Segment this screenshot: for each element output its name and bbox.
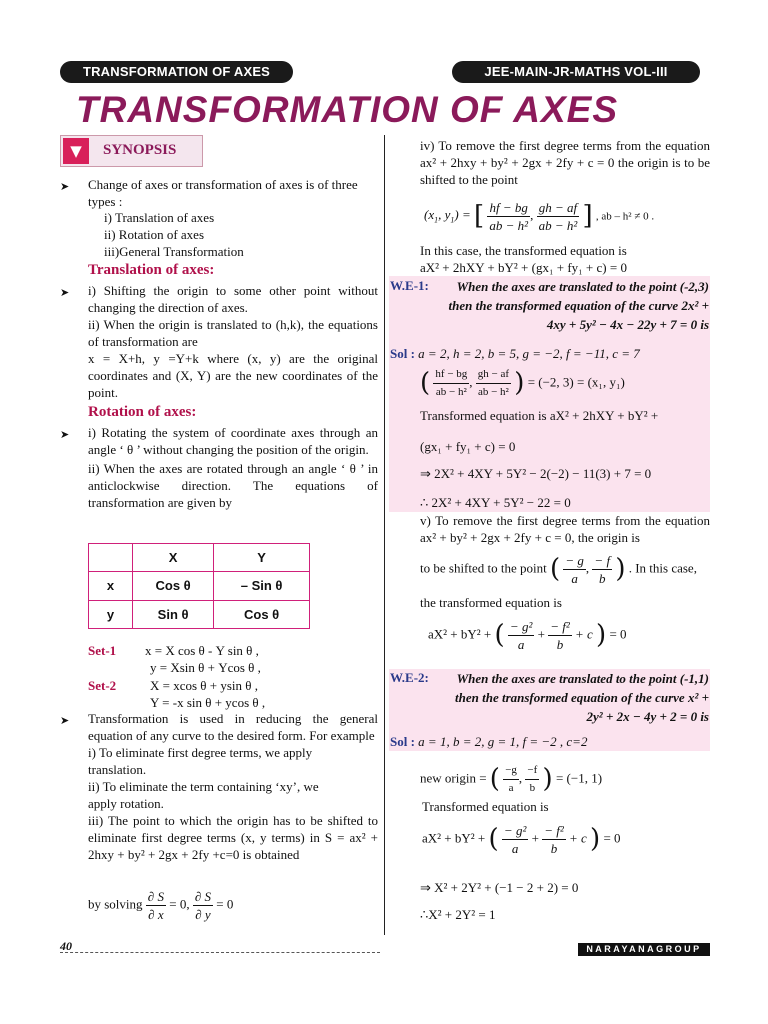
we2-sol1: a = 1, b = 2, g = 1, f = −2 , c=2 bbox=[418, 734, 588, 749]
we1-sol2: = (−2, 3) = (x₁, y₁) bbox=[527, 374, 625, 390]
table-cell: Y bbox=[214, 544, 310, 572]
page-number: 40 bbox=[60, 939, 72, 953]
type-item: i) Translation of axes bbox=[104, 210, 215, 225]
translation-p1: i) Shifting the origin to some other point without changing the direction of axes. bbox=[88, 283, 378, 315]
table-row bbox=[89, 544, 310, 572]
v-text3: . In this case, bbox=[628, 560, 697, 576]
table-row bbox=[89, 600, 310, 628]
column-divider bbox=[384, 135, 385, 935]
we2-neworigin-label: new origin = bbox=[420, 770, 487, 786]
rotation-heading: Rotation of axes: bbox=[88, 404, 197, 420]
we2-final1: ⇒ X² + 2Y² + (−1 − 2 + 2) = 0 bbox=[420, 880, 579, 895]
table-cell: y bbox=[89, 600, 133, 628]
footer-rule bbox=[60, 952, 380, 953]
sol-label: Sol : bbox=[390, 346, 415, 361]
table-cell bbox=[89, 544, 133, 572]
we1-question: When the axes are translated to the point (-2,3) then the transformed equation of the curve 2x² + 4xy + 5y² − 4x − 22y + 7 = 0 is bbox=[448, 279, 709, 332]
set2-eq2: Y = -x sin θ + ycos θ , bbox=[150, 695, 266, 710]
chapter-pill: TRANSFORMATION OF AXES bbox=[60, 61, 293, 83]
bullet-icon: ➤ bbox=[60, 286, 70, 299]
rotation-p1: i) Rotating the system of coordinate axes through an angle ‘ θ ’ without changing the position of the origin. bbox=[88, 425, 378, 457]
types-list bbox=[104, 209, 364, 260]
we2-neworigin: new origin = ( $\frac{-g}{a}$ , $\frac{-f}{b}$ ) = (−1, 1) bbox=[420, 764, 603, 794]
intro-text: Change of axes or transformation of axes is of three types : bbox=[88, 177, 358, 209]
synopsis-box bbox=[60, 135, 203, 167]
v-text4: the transformed equation is bbox=[420, 595, 562, 610]
we1-sol6: ∴ 2X² + 4XY + 5Y² − 22 = 0 bbox=[420, 495, 571, 510]
set2-label: Set-2 bbox=[88, 678, 117, 693]
brand-label: NARAYANAGROUP bbox=[578, 943, 710, 956]
we1-sol1: a = 2, h = 2, b = 5, g = −2, f = −11, c = 7 bbox=[418, 346, 640, 361]
table-row bbox=[89, 572, 310, 600]
iv-text: iv) To remove the first degree terms from the equation ax² + 2hxy + by² + 2gx + 2fy + c = 0 the origin is to be shifted to the point bbox=[420, 138, 710, 187]
we1-sol3: Transformed equation is aX² + 2hXY + bY² + bbox=[420, 408, 659, 423]
type-item: ii) Rotation of axes bbox=[104, 227, 205, 242]
uses-p4: iii) The point to which the origin has to be shifted to eliminate first degree terms (x, y terms) in S = ax² + 2hxy + by² + 2gx + 2fy +c=0 is obtained bbox=[88, 813, 378, 862]
translation-text bbox=[88, 282, 378, 401]
iv-condition: , ab – h² ≠ 0 . bbox=[595, 210, 655, 223]
table-cell: – Sin θ bbox=[214, 572, 310, 600]
bullet-icon: ➤ bbox=[60, 180, 70, 193]
v-text2: to be shifted to the point bbox=[420, 560, 547, 576]
v-text: v) To remove the first degree terms from the equation ax² + by² + 2gx + 2fy + c = 0, the origin is bbox=[420, 513, 710, 545]
table-cell: x bbox=[89, 572, 133, 600]
uses-text bbox=[88, 710, 378, 863]
table-cell: X bbox=[133, 544, 214, 572]
translation-p3: x = X+h, y =Y+k where (x, y) are the original coordinates and (X, Y) are the new coordinates of the point. bbox=[88, 351, 378, 400]
bullet-icon: ➤ bbox=[60, 714, 70, 727]
we2-neworigin-val: = (−1, 1) bbox=[555, 770, 603, 786]
iv-result-label: In this case, the transformed equation is bbox=[420, 243, 627, 258]
by-solving-label: by solving bbox=[88, 896, 143, 912]
we1-sol5: ⇒ 2X² + 4XY + 5Y² − 2(−2) − 11(3) + 7 = 0 bbox=[420, 466, 652, 481]
uses-p1: Transformation is used in reducing the general equation of any curve to the desired form. For example bbox=[88, 711, 378, 743]
synopsis-label: SYNOPSIS bbox=[103, 142, 177, 158]
set1-label: Set-1 bbox=[88, 643, 117, 658]
set1-eq2: y = Xsin θ + Ycos θ , bbox=[150, 660, 261, 675]
translation-p2: ii) When the origin is translated to (h,k), the equations of transformation are bbox=[88, 317, 378, 349]
partial-fraction: $\frac{\partial S}{\partial x}$ bbox=[147, 889, 164, 922]
type-item: iii)General Transformation bbox=[104, 244, 244, 259]
we2-question: When the axes are translated to the point (-1,1) then the transformed equation of the curve x² + 2y² + 2x − 4y + 2 = 0 is bbox=[455, 671, 709, 724]
bullet-icon: ➤ bbox=[60, 428, 70, 441]
iv-point-formula: ($x_1$, $y_1$) = [ $\frac{hf - bg}{\text{ab − h²}}$ , $\frac{gh - af}{\text{ab − h²}}$ ] , ab – h² ≠ 0 . bbox=[424, 200, 655, 233]
table-cell: Cos θ bbox=[133, 572, 214, 600]
page-title: TRANSFORMATION OF AXES bbox=[76, 89, 619, 130]
rotation-text bbox=[88, 424, 378, 511]
iv-result: aX² + 2hXY + bY² + (gx₁ + fy₁ + c) = 0 bbox=[420, 260, 627, 275]
down-arrow-icon: ▼ bbox=[63, 138, 89, 164]
we1-label: W.E-1: bbox=[390, 278, 429, 293]
v-result: aX² + bY² + ( $\frac{\text{− g²}}{a}$ + $\frac{\text{− f²}}{b}$ + c ) = 0 bbox=[428, 619, 627, 652]
we1-sol4: (gx₁ + fy₁ + c) = 0 bbox=[420, 439, 516, 454]
sol-label: Sol : bbox=[390, 734, 415, 749]
v-point: to be shifted to the point ( $\frac{- g}{a}$ , $\frac{- f}{b}$ ) . In this case, bbox=[420, 553, 697, 586]
set2-eq1: X = xcos θ + ysin θ , bbox=[150, 678, 259, 693]
solving-eq: by solving $\frac{\partial S}{\partial x}$ = 0, $\frac{\partial S}{\partial y}$ = 0 bbox=[88, 889, 234, 922]
we2-transformed: Transformed equation is bbox=[422, 799, 549, 814]
rotation-table bbox=[88, 543, 310, 629]
we2-sol bbox=[390, 733, 587, 750]
table-cell: Sin θ bbox=[133, 600, 214, 628]
volume-pill: JEE-MAIN-JR-MATHS VOL-III bbox=[452, 61, 700, 83]
uses-p3: ii) To eliminate the term containing ‘xy’, we apply rotation. bbox=[88, 779, 319, 811]
rotation-p2: ii) When the axes are rotated through an angle ‘ θ ’ in anticlockwise direction. The equations of transformation are given by bbox=[88, 461, 378, 510]
we2-final2: ∴X² + 2Y² = 1 bbox=[420, 907, 496, 922]
table-cell: Cos θ bbox=[214, 600, 310, 628]
we2-result: aX² + bY² + ( $\frac{\text{− g²}}{a}$ + $\frac{\text{− f²}}{b}$ + c ) = 0 bbox=[422, 823, 621, 856]
set1-eq1: x = X cos θ - Y sin θ , bbox=[145, 643, 259, 658]
we2-label: W.E-2: bbox=[390, 670, 429, 685]
partial-fraction: $\frac{\partial S}{\partial y}$ bbox=[194, 889, 212, 922]
we1-point: ( $\frac{hf - bg}{\text{ab − h²}}$ , $\frac{gh - af}{\text{ab − h²}}$ ) = (−2, 3) = (x₁, y₁) bbox=[420, 368, 625, 398]
translation-heading: Translation of axes: bbox=[88, 262, 215, 278]
we1-sol bbox=[390, 345, 708, 362]
uses-p2: i) To eliminate first degree terms, we apply translation. bbox=[88, 745, 313, 777]
